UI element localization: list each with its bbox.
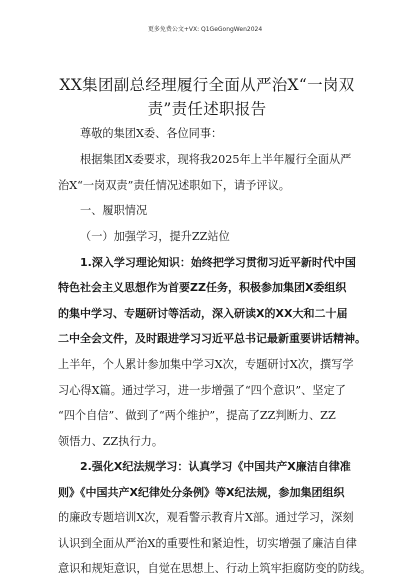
point-2-line-5: 意识和规矩意识，自觉在思想上、行动上筑牢拒腐防变的防线。 xyxy=(58,562,372,575)
point-1-line-1: 1.深入学习理论知识：始终把学习贯彻习近平新时代中国 xyxy=(80,256,356,269)
point-2-line-4: 认识到全面从严治X的重要性和紧迫性，切实增强了廉洁自律 xyxy=(58,537,357,550)
point-1-line-3: 的集中学习、专题研讨等活动，深入研读X的XX大和二十届 xyxy=(58,307,348,320)
intro-line-2: 治X“一岗双责”责任情况述职如下，请予评议。 xyxy=(58,179,290,192)
document-title xyxy=(58,73,356,121)
salutation: 尊敬的集团X委、各位同事： xyxy=(80,127,223,140)
point-1-line-2: 特色社会主义思想作为首要ZZ任务，积极参加集团X委组织 xyxy=(58,281,347,294)
point-1-line-7: “四个自信”、做到了“两个维护”，提高了ZZ判断力、ZZ xyxy=(58,409,336,422)
header-watermark: 更多免费公文+VX: Q1GeGongWen2024 xyxy=(147,26,263,33)
point-1-line-4: 二中全会文件，及时跟进学习习近平总书记最新重要讲话精神。 xyxy=(58,332,366,345)
point-2-line-1: 2.强化X纪法规学习：认真学习《中国共产X廉洁自律准 xyxy=(80,460,351,473)
title-line-2: 责”责任述职报告 xyxy=(147,100,267,118)
point-1-line-8: 领悟力、ZZ执行力。 xyxy=(58,435,164,448)
point-2-line-2: 则》《中国共产X纪律处分条例》等X纪法规，参加集团组织 xyxy=(58,486,345,499)
section-heading-1: 一、履职情况 xyxy=(80,204,148,217)
point-1-line-5: 上半年，个人累计参加集中学习X次，专题研讨X次，撰写学 xyxy=(58,358,354,371)
subsection-heading-1: （一）加强学习，提升ZZ站位 xyxy=(80,230,230,243)
title-line-1: XX集团副总经理履行全面从严治X“一岗双 xyxy=(59,76,355,94)
intro-line-1: 根据集团X委要求，现将我2025年上半年履行全面从严 xyxy=(80,153,352,166)
point-1-line-6: 习心得X篇。通过学习，进一步增强了“四个意识”、坚定了 xyxy=(58,384,346,397)
point-2-line-3: 的廉政专题培训X次，观看警示教育片X部。通过学习，深刻 xyxy=(58,511,354,524)
